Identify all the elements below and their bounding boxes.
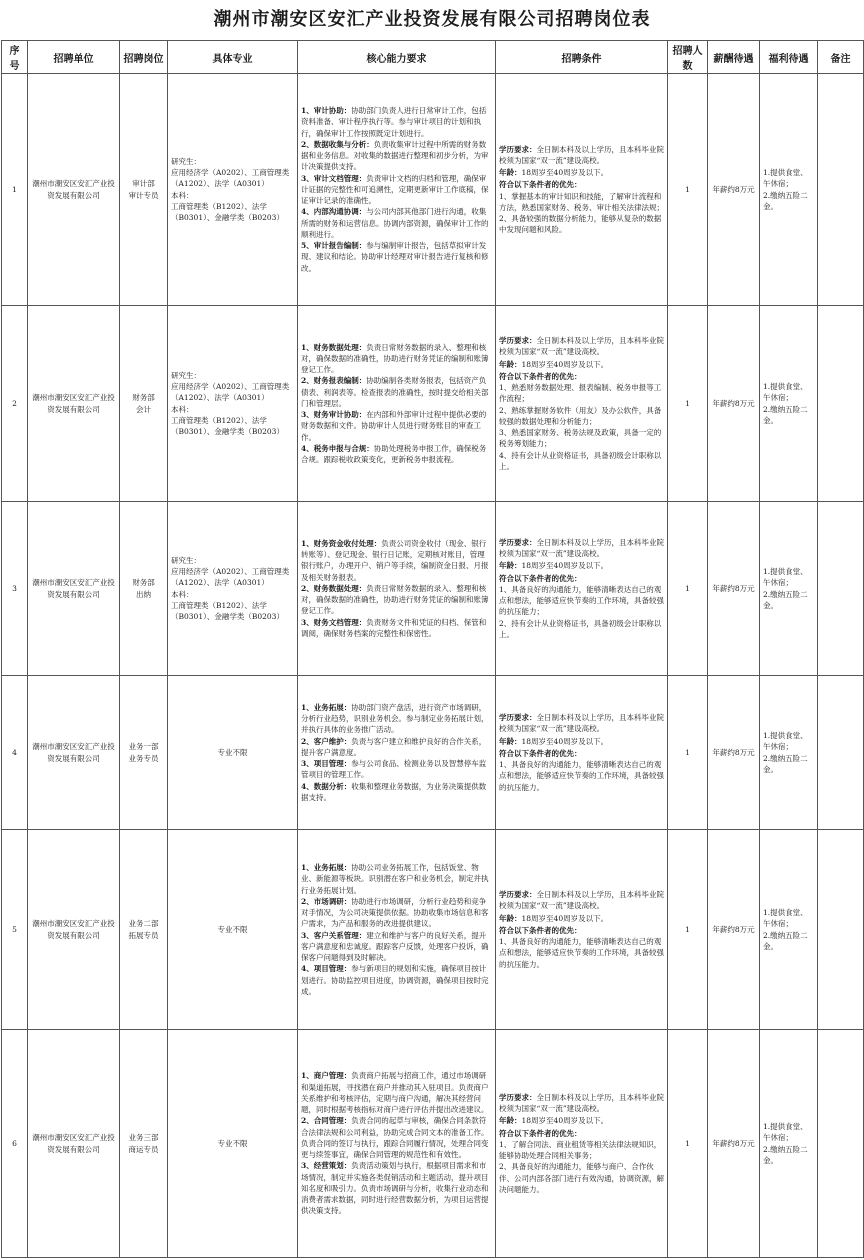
position-cell: [120, 676, 168, 830]
major-cell: [168, 1030, 298, 1258]
education-text: 全日制本科及以上学历，且本科毕业院校须为国家“双一流”建设高校。: [499, 890, 664, 911]
ability-desc: 建立和维护与客户的良好关系，提升客户满意度和忠诚度。跟踪客户反馈，处理客户投诉，确保客户问题得到及时解决。: [301, 930, 489, 962]
ability-title: 3、客户关系管理：: [301, 930, 367, 940]
ability-title: 5、审计报告编制：: [301, 241, 367, 251]
age-req: [499, 1115, 664, 1126]
education-text: 全日制本科及以上学历，且本科毕业院校须为国家“双一流”建设高校。: [499, 713, 664, 734]
header-cell: 招聘单位: [28, 41, 120, 74]
preference-item: 1、具备良好的沟通能力，能够清晰表达自己的观点和想法，能够适应快节奏的工作环境，具备较强的抗压能力。: [499, 760, 664, 792]
preference-label: 符合以下条件者的优先：: [499, 573, 582, 583]
header-cell: 福利待遇: [760, 41, 818, 74]
ability-desc: 负责合同的起草与审核，确保合同条款符合法律法规和公司利益，协助完成合同文本的准备工作。负责合同的签订与执行，跟踪合同履行情况，处理合同变更与续签事宜，确保合同管理的规范性和有效性。: [301, 1116, 489, 1160]
education-req: [499, 537, 664, 560]
ability-item: [301, 963, 492, 997]
preference-item: 2、持有会计从业资格证书，具备初级会计职称以上。: [499, 618, 662, 639]
ability-item: [301, 930, 492, 964]
preference-label: 符合以下条件者的优先：: [499, 371, 582, 381]
age-text: 18周岁至40周岁及以下。: [521, 736, 609, 746]
age-label: 年龄：: [499, 561, 522, 571]
page-title: 潮州市潮安区安汇产业投资发展有限公司招聘岗位表: [213, 9, 651, 30]
table-row: [2, 676, 864, 830]
position-cell: [120, 1030, 168, 1258]
ability-desc: 与公司内部其他部门进行沟通，收集所需的财务和运营信息。协调内部资源，确保审计工作的顺利进行。: [301, 207, 489, 239]
education-req: [499, 889, 664, 912]
table-row: [2, 502, 864, 676]
remark: [818, 306, 864, 502]
recruiting-unit: 潮州市潮安区安汇产业投资发展有限公司: [28, 676, 120, 830]
headcount: 1: [668, 74, 708, 306]
ability-item: [301, 781, 492, 804]
age-label: 年龄：: [499, 168, 522, 177]
ability-desc: 收集和整理业务数据，为业务决策提供数据支持。: [301, 781, 487, 802]
education-text: 全日制本科及以上学历，且本科毕业院校须为国家“双一流”建设高校。: [499, 537, 664, 559]
ability-desc: 负责与客户建立和维护良好的合作关系，提升客户满意度。: [301, 736, 487, 757]
position-cell: [120, 306, 168, 502]
major-line: 工商管理类（B1202）、法学（B0301）、金融学类（B0203）: [171, 600, 284, 621]
recruiting-unit: 潮州市潮安区安汇产业投资发展有限公司: [28, 830, 120, 1030]
header-cell: 招聘岗位: [120, 41, 168, 74]
ability-desc: 负责日常财务数据的录入、整理和核对，确保数据的准确性，协助进行财务凭证的编制和账簿登记工作。: [301, 583, 489, 616]
major-line: 应用经济学（A0202）、工商管理类（A1202）、法学（A0301）: [171, 168, 290, 189]
ability-desc: 协助部门资产盘活，进行资产市场调研，分析行业趋势，识别业务机会。参与制定业务拓展计划，并执行具体的业务推广活动。: [301, 702, 489, 735]
ability-desc: 参与新项目的规划和实施，确保项目按计划进行。协助监控项目进度，协调资源，确保项目按时完成。: [301, 964, 489, 996]
welfare-line: 1.提供食堂、午休宿；: [763, 382, 808, 403]
abilities-cell: [298, 1030, 496, 1258]
age-text: 18周岁至40周岁及以下。: [521, 168, 609, 177]
preference-item: 4、持有会计从业资格证书，具备初级会计职称以上。: [499, 450, 662, 471]
recruitment-table: [1, 40, 864, 1258]
major-line: 应用经济学（A0202）、工商管理类（A1202）、法学（A0301）: [171, 567, 290, 588]
header-cell: 备注: [818, 41, 864, 74]
major-cell: [168, 306, 298, 502]
age-req: [499, 560, 664, 571]
ability-title: 1、业务拓展：: [301, 863, 352, 872]
welfare-line: 2.缴纳五险二金。: [763, 589, 808, 610]
headcount: 1: [668, 830, 708, 1030]
row-number: 1: [2, 74, 28, 306]
row-number: 5: [2, 830, 28, 1030]
ability-title: 1、审计协助：: [301, 106, 352, 116]
abilities-cell: [298, 306, 496, 502]
ability-title: 3、项目管理：: [301, 759, 352, 769]
remark: [818, 676, 864, 830]
salary: 年薪约8万元: [708, 306, 760, 502]
requirements-cell: [496, 502, 668, 676]
ability-desc: 协助编制各类财务报表，包括资产负债表、利润表等。检查报表的准确性，按时提交给相关部门和管理层。: [301, 376, 489, 408]
remark: [818, 502, 864, 676]
ability-desc: 协助公司业务拓展工作，包括饭堂、物业、新能源等板块。识别潜在客户和业务机会，制定并执行业务拓展计划。: [301, 863, 489, 895]
table-row: [2, 1030, 864, 1258]
ability-title: 1、财务资金收付处理：: [301, 538, 382, 548]
major-line: 研究生：: [171, 156, 201, 166]
major-line: 专业不限: [217, 1138, 248, 1148]
age-req: [499, 736, 664, 747]
ability-desc: 在内部和外部审计过程中提供必要的财务数据和文件。协助审计人员进行财务账目的审查工作。: [301, 410, 487, 442]
headcount: 1: [668, 306, 708, 502]
ability-title: 2、市场调研：: [301, 896, 352, 906]
position-line: 业务二部: [128, 919, 159, 929]
preference-item: 1、熟悉财务数据处理、报表编制、税务申报等工作流程；: [499, 383, 662, 404]
salary: 年薪约8万元: [708, 502, 760, 676]
preference-item: 1、具备良好的沟通能力，能够清晰表达自己的观点和想法，能够适应快节奏的工作环境，具备较强的抗压能力。: [499, 937, 664, 969]
ability-desc: 负责审计文档的归档和管理，确保审计证据的完整性和可追溯性，定期更新审计工作底稿，保证审计记录的准确性。: [301, 173, 489, 206]
remark: [818, 830, 864, 1030]
ability-item: [301, 758, 492, 781]
education-text: 全日制本科及以上学历，且本科毕业院校须为国家“双一流”建设高校。: [499, 336, 664, 357]
row-number: 4: [2, 676, 28, 830]
ability-item: [301, 139, 492, 173]
preference-item: 1、了解合同法、商业租赁等相关法律法规知识，能够协助处理合同相关事务；: [499, 1139, 662, 1161]
ability-desc: 负责活动策划与执行，根据项目需求和市场情况，制定并实施各类促销活动和主题活动，提升项目知名度和吸引力。负责市场调研与分析，收集行业动态和消费者需求数据，同时进行经营数据分析，为项目运营提供决策支持。: [301, 1161, 489, 1216]
header-cell: 薪酬待遇: [708, 41, 760, 74]
ability-item: [301, 173, 492, 207]
ability-item: [301, 538, 492, 583]
major-line: 应用经济学（A0202）、工商管理类（A1202）、法学（A0301）: [171, 382, 290, 403]
welfare-cell: [760, 676, 818, 830]
welfare-line: 2.缴纳五险二金。: [763, 190, 808, 211]
row-number: 2: [2, 306, 28, 502]
major-line: 研究生：: [171, 370, 201, 380]
abilities-cell: [298, 74, 496, 306]
education-label: 学历要求：: [499, 713, 537, 723]
table-row: [2, 830, 864, 1030]
ability-title: 2、合同管理：: [301, 1116, 352, 1126]
ability-item: [301, 702, 492, 736]
ability-item: [301, 583, 492, 617]
ability-item: [301, 736, 492, 759]
position-line: 拓展专员: [128, 930, 159, 940]
table-row: [2, 306, 864, 502]
position-cell: [120, 74, 168, 306]
position-line: 审计部: [132, 179, 155, 189]
education-label: 学历要求：: [499, 1092, 537, 1102]
ability-title: 3、经营策划：: [301, 1161, 352, 1171]
welfare-line: 2.缴纳五险二金。: [763, 930, 808, 951]
ability-title: 2、客户维护：: [301, 736, 352, 746]
education-req: [499, 1092, 664, 1115]
preference-label: 符合以下条件者的优先：: [499, 180, 582, 190]
preference-item: 2、具备良好的沟通能力，能够与商户、合作伙伴、公司内部各部门进行有效沟通，协调资源，解决问题能力。: [499, 1162, 664, 1194]
salary: 年薪约8万元: [708, 74, 760, 306]
recruiting-unit: 潮州市潮安区安汇产业投资发展有限公司: [28, 74, 120, 306]
major-line: 本科：: [171, 190, 194, 200]
position-line: 业务专员: [128, 753, 159, 763]
ability-title: 1、财务数据处理：: [301, 342, 367, 352]
major-line: 工商管理类（B1202）、法学（B0301）、金融学类（B0203）: [171, 201, 284, 222]
ability-desc: 协助进行市场调研，分析行业趋势和竞争对手情况，为公司决策提供依据。协助收集市场信息和客户需求，为产品和服务的改进提供建议。: [301, 896, 489, 929]
age-label: 年龄：: [499, 1116, 522, 1126]
welfare-cell: [760, 1030, 818, 1258]
header-cell: 招聘条件: [496, 41, 668, 74]
position-cell: [120, 502, 168, 676]
education-label: 学历要求：: [499, 537, 537, 547]
position-line: 出纳: [136, 589, 151, 599]
preference-label: 符合以下条件者的优先：: [499, 1128, 582, 1138]
abilities-cell: [298, 676, 496, 830]
position-cell: [120, 830, 168, 1030]
education-req: [499, 712, 664, 735]
requirements-cell: [496, 676, 668, 830]
education-text: 全日制本科及以上学历，且本科毕业院校须为国家“双一流”建设高校。: [499, 144, 664, 165]
age-req: [499, 167, 664, 178]
welfare-cell: [760, 502, 818, 676]
ability-title: 2、财务数据处理：: [301, 583, 367, 593]
recruiting-unit: 潮州市潮安区安汇产业投资发展有限公司: [28, 502, 120, 676]
table-row: [2, 74, 864, 306]
ability-title: 2、数据收集与分析：: [301, 139, 374, 149]
ability-item: [301, 105, 492, 139]
ability-desc: 负责收集审计过程中所需的财务数据和业务信息。对收集的数据进行整理和初步分析，为审计决策提供支持。: [301, 139, 489, 172]
salary: 年薪约8万元: [708, 676, 760, 830]
ability-title: 2、财务报表编制：: [301, 376, 367, 386]
age-text: 18周岁至40周岁及以下。: [521, 1116, 609, 1126]
welfare-cell: [760, 830, 818, 1030]
ability-title: 4、数据分析：: [301, 781, 352, 791]
preference-label: 符合以下条件者的优先：: [499, 925, 582, 935]
requirements-cell: [496, 1030, 668, 1258]
preference-item: 1、掌握基本的审计知识和技能，了解审计流程和方法，熟悉国家财务、税务、审计相关法律法规；: [499, 191, 664, 212]
preference-label: 符合以下条件者的优先：: [499, 748, 582, 758]
major-cell: [168, 74, 298, 306]
education-label: 学历要求：: [499, 144, 537, 154]
header-row: [2, 41, 864, 74]
recruiting-unit: 潮州市潮安区安汇产业投资发展有限公司: [28, 1030, 120, 1258]
preference-item: 2、熟练掌握财务软件（用友）及办公软件，具备较强的数据处理和分析能力；: [499, 405, 662, 426]
ability-item: [301, 1160, 492, 1216]
header-cell: 序号: [2, 41, 28, 74]
ability-desc: 参与公司食品、检测业务以及智慧停车监管项目的管理工作。: [301, 759, 487, 780]
salary: 年薪约8万元: [708, 1030, 760, 1258]
ability-item: [301, 375, 492, 409]
major-line: 本科：: [171, 589, 194, 599]
ability-item: [301, 1115, 492, 1160]
ability-item: [301, 342, 492, 376]
headcount: 1: [668, 502, 708, 676]
age-label: 年龄：: [499, 913, 522, 923]
remark: [818, 74, 864, 306]
ability-item: [301, 617, 492, 640]
position-line: 财务部: [132, 578, 155, 588]
age-label: 年龄：: [499, 736, 522, 746]
ability-title: 1、商户管理：: [301, 1071, 352, 1081]
preference-item: 2、具备较强的数据分析能力，能够从复杂的数据中发现问题和风险。: [499, 214, 662, 235]
header-cell: 核心能力要求: [298, 41, 496, 74]
salary: 年薪约8万元: [708, 830, 760, 1030]
major-line: 专业不限: [217, 747, 248, 757]
ability-title: 1、业务拓展：: [301, 702, 352, 712]
ability-item: [301, 443, 492, 466]
welfare-line: 2.缴纳五险二金。: [763, 1144, 808, 1165]
ability-item: [301, 896, 492, 930]
header-cell: 招聘人数: [668, 41, 708, 74]
welfare-line: 1.提供食堂、午休宿；: [763, 567, 808, 588]
position-line: 会计: [136, 404, 151, 414]
major-line: 专业不限: [217, 924, 248, 934]
remark: [818, 1030, 864, 1258]
education-text: 全日制本科及以上学历，且本科毕业院校须为国家“双一流”建设高校。: [499, 1092, 664, 1114]
major-cell: [168, 830, 298, 1030]
row-number: 3: [2, 502, 28, 676]
welfare-line: 1.提供食堂、午休宿；: [763, 731, 808, 752]
education-label: 学历要求：: [499, 336, 537, 345]
ability-desc: 负责公司资金收付（现金、银行转账等）、登记现金、银行日记账，定期核对账目，管理银行账户，办理开户、销户等手续，编制资金日报、月报及相关财务报表。: [301, 538, 489, 582]
position-line: 财务部: [132, 393, 155, 403]
major-line: 工商管理类（B1202）、法学（B0301）、金融学类（B0203）: [171, 415, 284, 436]
major-cell: [168, 676, 298, 830]
position-line: 商运专员: [128, 1144, 159, 1154]
welfare-line: 1.提供食堂、午休宿；: [763, 1122, 808, 1143]
age-req: [499, 359, 664, 370]
preference-item: 1、具备良好的沟通能力，能够清晰表达自己的观点和想法，能够适应快节奏的工作环境，具备较强的抗压能力；: [499, 584, 664, 617]
ability-desc: 参与编制审计报告，包括草拟审计发现、建议和结论。协助审计经理对审计报告进行复核和修改。: [301, 241, 489, 273]
age-label: 年龄：: [499, 359, 522, 369]
ability-desc: 负责商户拓展与招商工作，通过市场调研和渠道拓展，寻找潜在商户并推动其入驻项目。负责商户关系维护和考核评估，定期与商户沟通，解决其经营问题，同时根据考核指标对商户进行评估并提出改进建议。: [301, 1071, 489, 1115]
welfare-line: 1.提供食堂、午休宿；: [763, 168, 808, 189]
major-cell: [168, 502, 298, 676]
requirements-cell: [496, 306, 668, 502]
ability-title: 3、审计文档管理：: [301, 173, 367, 183]
welfare-line: 1.提供食堂、午休宿；: [763, 908, 808, 929]
row-number: 6: [2, 1030, 28, 1258]
education-label: 学历要求：: [499, 890, 537, 900]
welfare-cell: [760, 74, 818, 306]
ability-item: [301, 1070, 492, 1115]
position-line: 审计专员: [128, 190, 159, 200]
ability-desc: 协助部门负责人进行日常审计工作，包括资料准备、审计程序执行等。参与审计项目的计划和执行，确保审计工作按照既定计划进行。: [301, 106, 487, 138]
welfare-line: 2.缴纳五险二金。: [763, 404, 808, 425]
age-text: 18周岁至40周岁及以下。: [521, 913, 609, 923]
headcount: 1: [668, 676, 708, 830]
ability-title: 4、项目管理：: [301, 964, 352, 974]
age-text: 18周岁至40周岁及以下。: [521, 359, 609, 369]
recruiting-unit: 潮州市潮安区安汇产业投资发展有限公司: [28, 306, 120, 502]
major-line: 研究生：: [171, 555, 201, 565]
ability-title: 3、财务文档管理：: [301, 617, 367, 627]
abilities-cell: [298, 502, 496, 676]
ability-desc: 负责财务文件和凭证的归档、保管和调阅，确保财务档案的完整性和保密性。: [301, 617, 487, 638]
header-cell: 具体专业: [168, 41, 298, 74]
ability-title: 3、财务审计协助：: [301, 410, 367, 420]
ability-desc: 负责日常财务数据的录入、整理和核对，确保数据的准确性，协助进行财务凭证的编制和账簿登记工作。: [301, 342, 489, 375]
education-req: [499, 144, 664, 167]
ability-desc: 协助处理税务申报工作，确保税务合规。跟踪税收政策变化，更新税务申报流程。: [301, 443, 487, 465]
major-line: 本科：: [171, 404, 194, 414]
preference-item: 3、熟悉国家财务、税务法规及政策，具备一定的税务筹划能力；: [499, 428, 662, 449]
ability-item: [301, 409, 492, 443]
ability-title: 4、税务申报与合规：: [301, 443, 374, 453]
position-line: 业务一部: [128, 742, 159, 752]
headcount: 1: [668, 1030, 708, 1258]
abilities-cell: [298, 830, 496, 1030]
requirements-cell: [496, 830, 668, 1030]
welfare-cell: [760, 306, 818, 502]
ability-item: [301, 862, 492, 896]
age-text: 18周岁至40周岁及以下。: [521, 561, 609, 571]
requirements-cell: [496, 74, 668, 306]
ability-title: 4、内部沟通协调：: [301, 207, 367, 217]
position-line: 业务三部: [128, 1133, 159, 1143]
welfare-line: 2.缴纳五险二金。: [763, 753, 808, 774]
ability-item: [301, 240, 492, 274]
age-req: [499, 913, 664, 924]
ability-item: [301, 206, 492, 240]
education-req: [499, 335, 664, 358]
